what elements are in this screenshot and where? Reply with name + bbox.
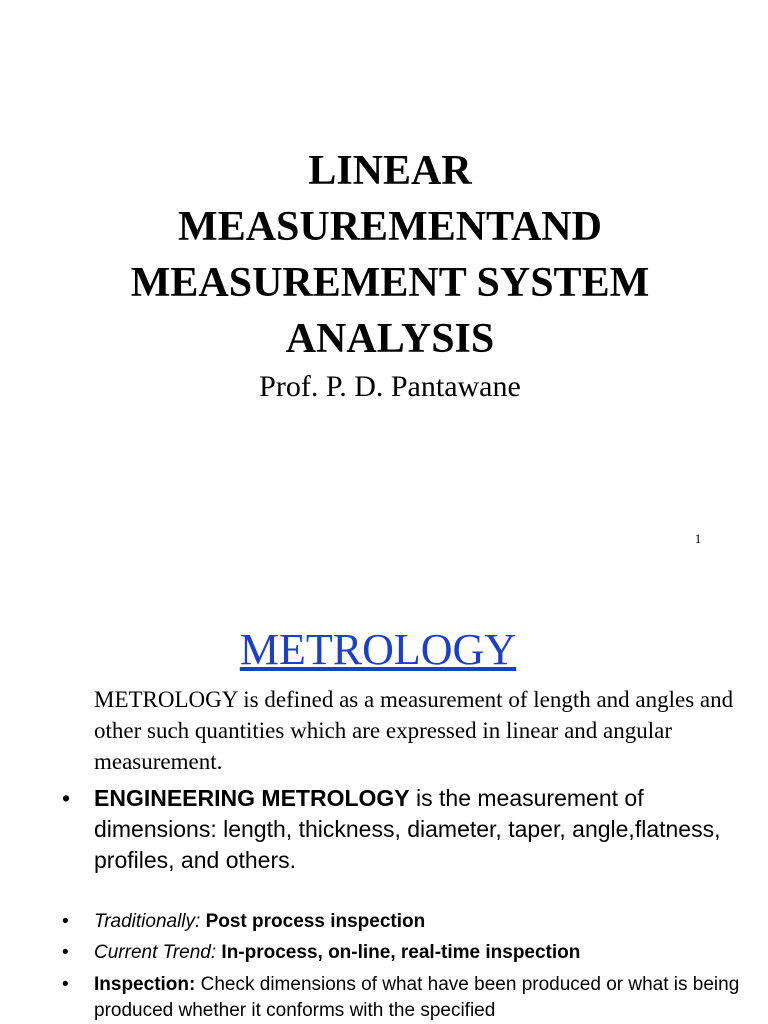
slide-heading bbox=[0, 625, 756, 675]
bullet-term: ENGINEERING METROLOGY bbox=[94, 785, 410, 811]
list-item bbox=[62, 940, 752, 966]
bullet-text bbox=[94, 972, 752, 1024]
title-line: ANALYSIS bbox=[285, 316, 495, 362]
bullet-label: Traditionally: bbox=[94, 911, 201, 932]
title-line: LINEAR bbox=[308, 148, 472, 194]
bullet-icon: • bbox=[62, 974, 69, 995]
author-name: Prof. P. D. Pantawane bbox=[259, 370, 521, 403]
bullet-icon: • bbox=[62, 785, 71, 811]
bullet-text bbox=[94, 783, 752, 876]
bullet-description: In-process, on-line, real-time inspection bbox=[216, 942, 581, 963]
slide-title bbox=[40, 143, 740, 367]
bullet-icon: • bbox=[62, 942, 69, 963]
bullet-icon: • bbox=[62, 911, 69, 932]
metrology-slide bbox=[0, 576, 768, 1024]
list-item bbox=[62, 972, 752, 1024]
metrology-heading-link[interactable]: METROLOGY bbox=[239, 625, 517, 674]
bullet-description: is the measurement of dimensions: length, thickness, diameter, taper, angle,flatness, profiles, and others. bbox=[94, 785, 721, 873]
title-line: MEASUREMENTAND bbox=[178, 204, 602, 250]
bullet-label: Current Trend: bbox=[94, 942, 217, 963]
list-item bbox=[62, 909, 752, 935]
bullet-text bbox=[94, 940, 752, 966]
bullet-description: Check dimensions of what have been produced or what is being produced whether it conforms with the specified bbox=[94, 974, 740, 1021]
list-item bbox=[62, 783, 752, 876]
bullet-text bbox=[94, 909, 752, 935]
bullet-label: Inspection: bbox=[94, 974, 196, 995]
title-line: MEASUREMENT SYSTEM bbox=[130, 260, 650, 306]
bullet-description: Post process inspection bbox=[200, 911, 426, 932]
page-number: 1 bbox=[694, 531, 702, 546]
definition-paragraph: METROLOGY is defined as a measurement of length and angles and other such quantities which are expressed in linear and angular measurement. bbox=[94, 687, 734, 774]
